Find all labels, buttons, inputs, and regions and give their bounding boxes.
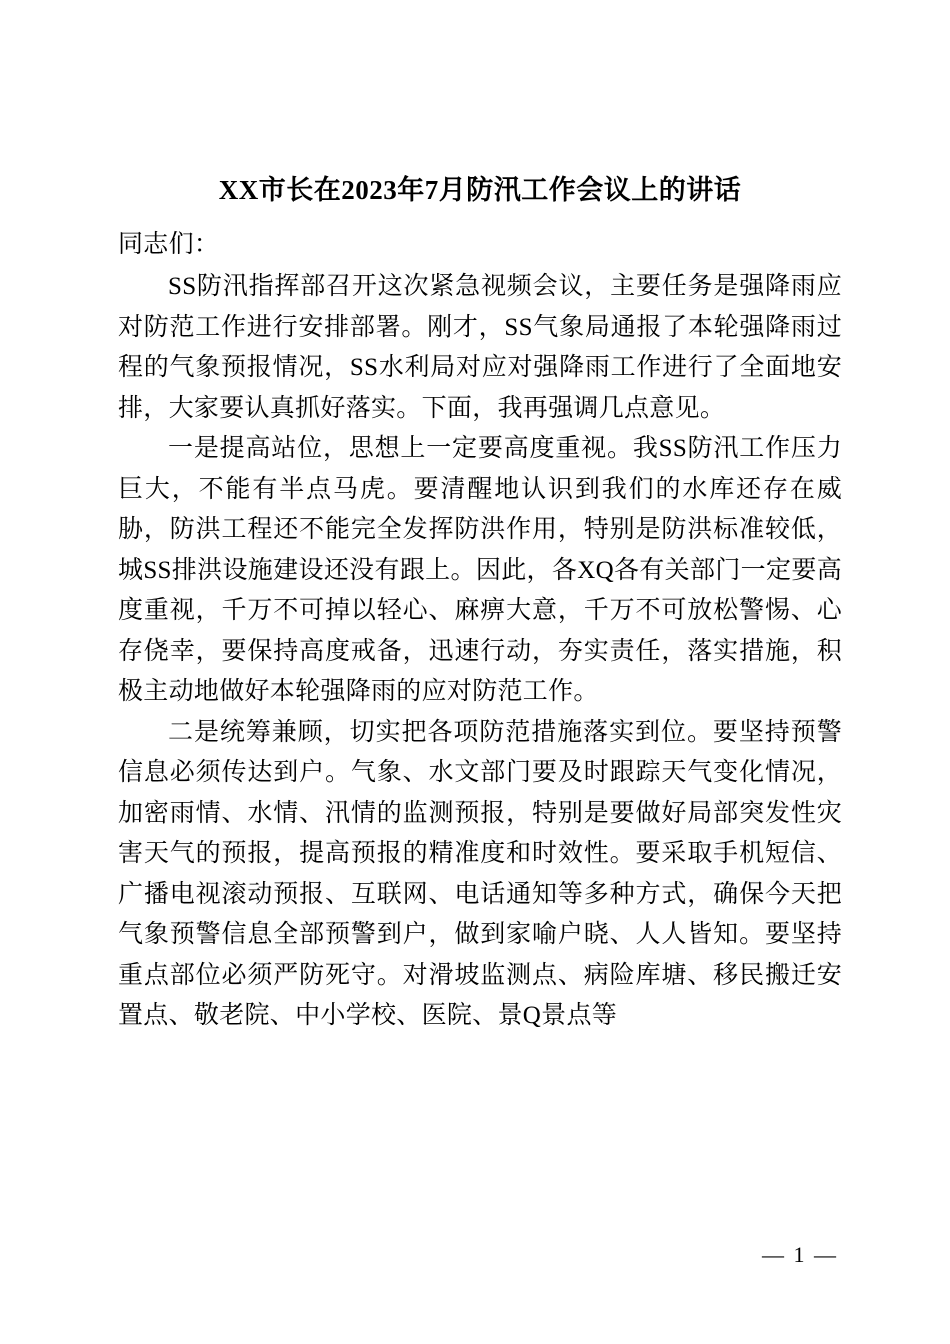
- paragraph-2: 一是提高站位，思想上一定要高度重视。我SS防汛工作压力巨大，不能有半点马虎。要清醒地认识到我们的水库还存在威胁，防洪工程还不能完全发挥防洪作用，特别是防洪标准较低，城SS排洪设施建设还没有跟上。因此，各XQ各有关部门一定要高度重视，千万不可掉以轻心、麻痹大意，千万不可放松警惕、心存侥幸，要保持高度戒备，迅速行动，夯实责任，落实措施，积极主动地做好本轮强降雨的应对防范工作。: [118, 435, 842, 705]
- paragraph-1: SS防汛指挥部召开这次紧急视频会议，主要任务是强降雨应对防范工作进行安排部署。刚才，SS气象局通报了本轮强降雨过程的气象预报情况，SS水利局对应对强降雨工作进行了全面地安排，大家要认真抓好落实。下面，我再强调几点意见。: [118, 273, 842, 422]
- page-title: XX市长在2023年7月防汛工作会议上的讲话: [218, 175, 742, 205]
- salutation: 同志们：: [118, 230, 220, 258]
- paragraph-3: 二是统筹兼顾，切实把各项防范措施落实到位。要坚持预警信息必须传达到户。气象、水文部门要及时跟踪天气变化情况，加密雨情、水情、汛情的监测预报，特别是要做好局部突发性灾害天气的预报，提高预报的精准度和时效性。要采取手机短信、广播电视滚动预报、互联网、电话通知等多种方式，确保今天把气象预警信息全部预警到户，做到家喻户晓、人人皆知。要坚持重点部位必须严防死守。对滑坡监测点、病险库塘、移民搬迁安置点、敬老院、中小学校、医院、景Q景点等: [118, 718, 842, 1029]
- page-number: — 1 —: [762, 1242, 838, 1267]
